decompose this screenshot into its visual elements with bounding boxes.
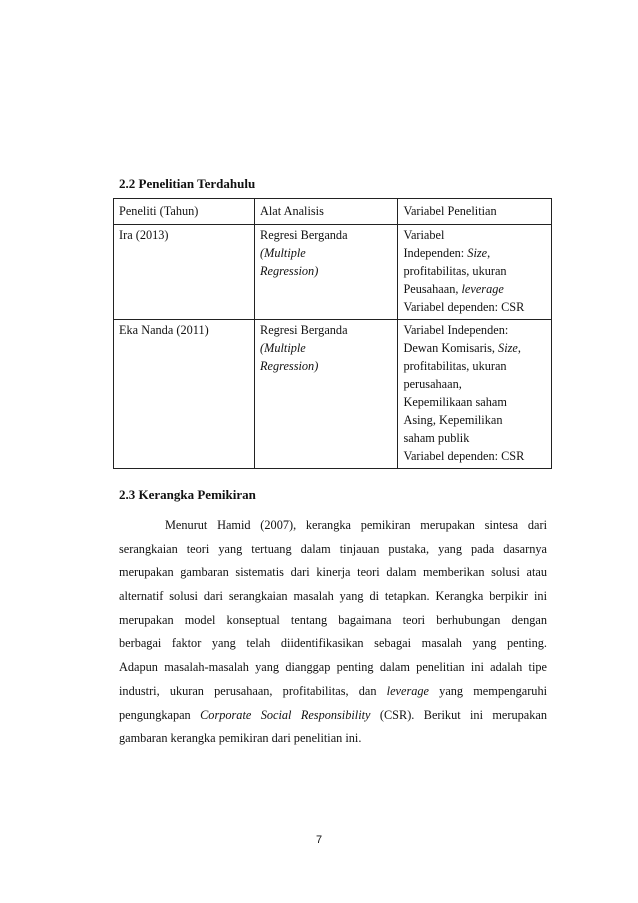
cell-line: profitabilitas, ukuran xyxy=(403,359,507,373)
cell-line: Independen: Size, xyxy=(403,246,491,260)
paragraph-line: alternatif solusi dari serangkaian masalah yang di tetapkan. Kerangka berpikir ini xyxy=(119,589,547,604)
cell-alat-analisis xyxy=(255,225,398,320)
cell-line: Regression) xyxy=(260,359,319,373)
cell-line: Asing, Kepemilikan xyxy=(403,413,503,427)
cell-alat-analisis xyxy=(255,320,398,469)
cell-line: profitabilitas, ukuran xyxy=(403,264,507,278)
cell-line: (Multiple xyxy=(260,341,306,355)
paragraph-line: merupakan gambaran sistematis dari kinerja teori dalam memberikan solusi atau xyxy=(119,565,547,580)
cell-line: Regresi Berganda xyxy=(260,323,348,337)
cell-line: Peusahaan, leverage xyxy=(403,282,504,296)
table-header-row xyxy=(114,199,552,225)
paragraph-line: berbagai faktor yang telah diidentifikasikan sebagai masalah yang penting. xyxy=(119,636,547,651)
table-row xyxy=(114,225,552,320)
cell-line: Variabel dependen: CSR xyxy=(403,300,525,314)
cell-line: Dewan Komisaris, Size, xyxy=(403,341,521,355)
cell-line: saham publik xyxy=(403,431,470,445)
cell-line: Variabel Independen: xyxy=(403,323,509,337)
cell-line: perusahaan, xyxy=(403,377,462,391)
cell-line: (Multiple xyxy=(260,246,306,260)
cell-peneliti: Eka Nanda (2011) xyxy=(114,320,255,469)
paragraph-line: Menurut Hamid (2007), kerangka pemikiran merupakan sintesa dari xyxy=(165,518,547,532)
paragraph-line: pengungkapan Corporate Social Responsibility (CSR). Berikut ini merupakan xyxy=(119,707,547,722)
column-header-variabel: Variabel Penelitian xyxy=(398,199,552,225)
table-row xyxy=(114,320,552,469)
paragraph-line: Adapun masalah-masalah yang dianggap penting dalam penelitian ini adalah tipe xyxy=(119,660,547,675)
paragraph-line: industri, ukuran perusahaan, profitabilitas, dan leverage yang mempengaruhi xyxy=(119,683,548,698)
cell-variabel xyxy=(398,225,552,320)
cell-line: Regresi Berganda xyxy=(260,228,348,242)
paragraph-line: gambaran kerangka pemikiran dari penelitian ini. xyxy=(119,731,362,746)
cell-line: Variabel xyxy=(403,228,445,242)
cell-variabel xyxy=(398,320,552,469)
section-heading-kerangka-pemikiran: 2.3 Kerangka Pemikiran xyxy=(119,487,256,502)
column-header-peneliti: Peneliti (Tahun) xyxy=(114,199,255,225)
cell-line: Regression) xyxy=(260,264,319,278)
page-number: 7 xyxy=(315,834,323,846)
paragraph-line: merupakan model konseptual tentang bagaimana teori berhubungan dengan xyxy=(119,612,547,627)
cell-peneliti: Ira (2013) xyxy=(114,225,255,320)
paragraph-line: serangkaian teori yang tertuang dalam tinjauan pustaka, yang pada dasarnya xyxy=(119,541,547,556)
body-paragraph xyxy=(119,514,547,751)
previous-research-table xyxy=(113,198,552,469)
column-header-alat-analisis: Alat Analisis xyxy=(255,199,398,225)
cell-line: Kepemilikaan saham xyxy=(403,395,507,409)
cell-line: Variabel dependen: CSR xyxy=(403,449,525,463)
section-heading-penelitian-terdahulu: 2.2 Penelitian Terdahulu xyxy=(119,176,256,191)
